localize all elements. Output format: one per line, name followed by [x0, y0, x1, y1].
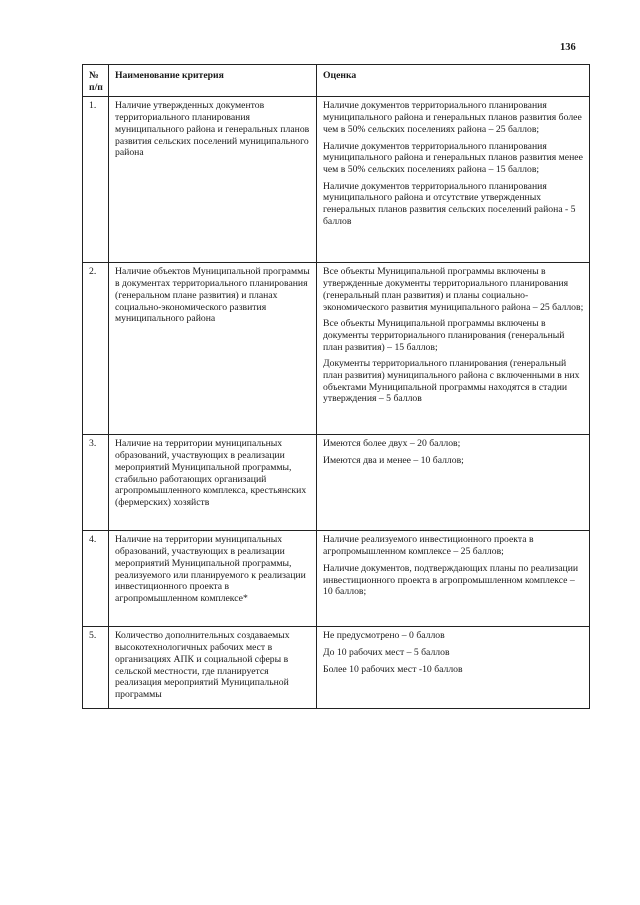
- score-option: Наличие документов территориального планирования муниципального района и генеральных планов развития более чем в 50% сельских поселениях района – 25 баллов;: [323, 100, 582, 135]
- table-row: [83, 531, 590, 627]
- criterion-cell: Наличие объектов Муниципальной программы в документах территориального планирования (генеральном плане развития) и планах социально-экономического развития муниципального района: [109, 263, 317, 435]
- score-option: Наличие документов территориального планирования муниципального района и генеральных планов развития менее чем в 50% сельских поселениях района – 15 баллов;: [323, 140, 583, 175]
- header-num: № п/п: [83, 65, 109, 97]
- criterion-cell: Наличие утвержденных документов территориального планирования муниципального района и генеральных планов развития сельских поселений муниципального района: [109, 97, 317, 263]
- row-number: 2.: [83, 263, 109, 435]
- criteria-table: [82, 64, 590, 709]
- score-option: Все объекты Муниципальной программы включены в утвержденные документы территориального планирования (генеральный план развития) и планы социально-экономического развития муниципального района – 25 баллов;: [323, 266, 584, 313]
- table-row: [83, 435, 590, 531]
- table-row: [83, 263, 590, 435]
- score-cell: [317, 627, 590, 709]
- row-number: 5.: [83, 627, 109, 709]
- score-option: Наличие документов территориального планирования муниципального района и отсутствие утвержденных генеральных планов развития сельских поселений района - 5 баллов: [323, 180, 576, 227]
- score-option: До 10 рабочих мест – 5 баллов: [323, 647, 450, 659]
- header-criterion: Наименование критерия: [109, 65, 317, 97]
- score-cell: [317, 263, 590, 435]
- score-option: Все объекты Муниципальной программы включены в документы территориального планирования (генеральный план развития) – 15 баллов;: [323, 318, 565, 353]
- score-cell: [317, 97, 590, 263]
- score-cell: [317, 435, 590, 531]
- row-number: 1.: [83, 97, 109, 263]
- score-option: Документы территориального планирования (генеральный план развития) муниципального района с включенными в них объектами Муниципальной программы находятся в стадии утверждения – 5 баллов: [323, 358, 580, 405]
- score-cell: [317, 531, 590, 627]
- score-option: Имеются два и менее – 10 баллов;: [323, 455, 464, 467]
- row-number: 4.: [83, 531, 109, 627]
- row-number: 3.: [83, 435, 109, 531]
- score-option: Не предусмотрено – 0 баллов: [323, 630, 445, 642]
- criterion-cell: Наличие на территории муниципальных образований, участвующих в реализации мероприятий Муниципальной программы, стабильно работающих организаций агропромышленного комплекса, крестьянских (фермерских) хозяйств: [109, 435, 317, 531]
- page-number: 136: [560, 42, 576, 53]
- score-option: Наличие реализуемого инвестиционного проекта в агропромышленном комплексе – 25 баллов;: [323, 534, 534, 558]
- criterion-cell: Количество дополнительных создаваемых высокотехнологичных рабочих мест в организациях АПК и социальной сферы в сельской местности, где планируется реализация мероприятий Муниципальной программы: [109, 627, 317, 709]
- table-row: [83, 627, 590, 709]
- table-header-row: [83, 65, 590, 97]
- criterion-cell: Наличие на территории муниципальных образований, участвующих в реализации мероприятий Муниципальной программы, реализуемого или планируемого к реализации инвестиционного проекта в агропромышленном комплексе*: [109, 531, 317, 627]
- table-row: [83, 97, 590, 263]
- header-score: Оценка: [317, 65, 590, 97]
- score-option: Наличие документов, подтверждающих планы по реализации инвестиционного проекта в агропромышленном комплексе – 10 баллов;: [323, 562, 579, 598]
- score-option: Более 10 рабочих мест -10 баллов: [323, 663, 463, 675]
- score-option: Имеются более двух – 20 баллов;: [323, 438, 461, 450]
